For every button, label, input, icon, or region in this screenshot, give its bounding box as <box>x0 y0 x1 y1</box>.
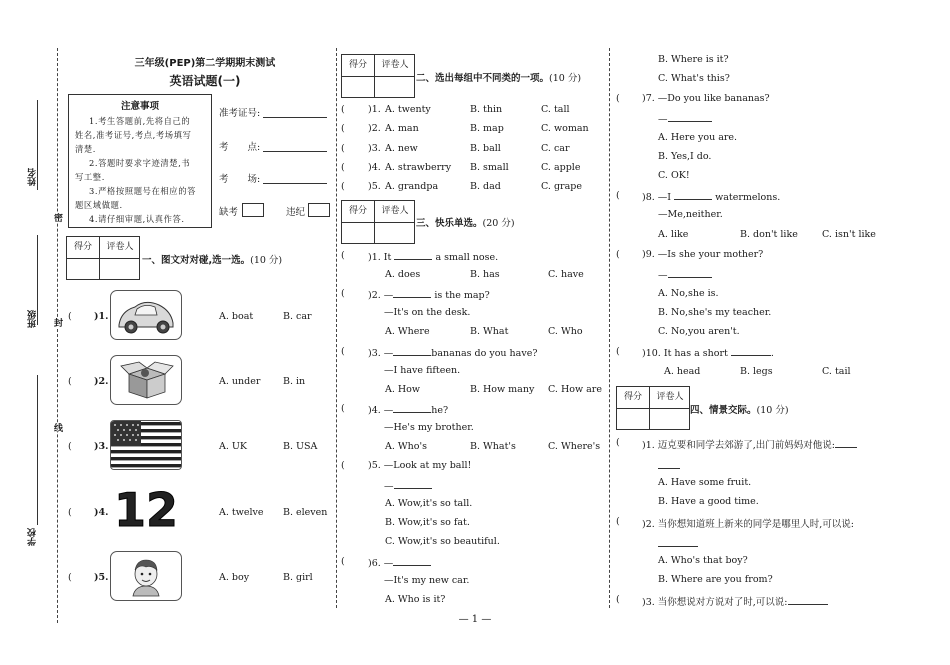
exam-title: 英语试题(一) <box>169 74 241 88</box>
question-stem: )5. —Look at my ball! <box>368 460 472 471</box>
score-box-4 <box>616 386 690 430</box>
exam-number-label: 准考证号: <box>219 108 261 119</box>
option-c: C. have <box>548 269 584 280</box>
option-a: A. Who is it? <box>385 594 446 605</box>
option-c: C. tail <box>822 366 851 377</box>
answer-blank[interactable] <box>674 190 712 200</box>
grader-label: 评卷人 <box>106 242 134 252</box>
answer-blank[interactable] <box>393 288 431 298</box>
question-number: )2. <box>94 376 109 387</box>
option-b: B. thin <box>470 104 503 115</box>
option-b: B. What's <box>470 441 516 452</box>
question-stem: )1. It a small nose. <box>368 252 499 263</box>
notice-line: 1.考生答题前,先将自己的 <box>89 116 191 126</box>
answer-paren: ( <box>68 376 72 387</box>
answer-blank-continued[interactable] <box>658 468 680 469</box>
answer-paren: ( <box>68 572 72 583</box>
option-a: A. boy <box>219 572 250 583</box>
notice-line: 题区域做题. <box>75 200 123 210</box>
section-1-heading: 一、图文对对碰,选一选。(10 分) <box>142 255 283 266</box>
answer-paren: ( <box>616 249 620 260</box>
option-c: C. Who <box>548 326 583 337</box>
option-a: A. grandpa <box>385 181 439 192</box>
option-b: B. How many <box>470 384 535 395</box>
answer-paren: ( <box>341 556 345 567</box>
option-b: B. USA <box>283 441 318 452</box>
option-a: A. strawberry <box>385 162 452 173</box>
question-number: )1. <box>94 311 109 322</box>
option-b: B. car <box>283 311 312 322</box>
option-b: B. Where is it? <box>658 54 729 65</box>
question-stem: )5. <box>368 181 381 192</box>
score-box-1 <box>66 236 140 280</box>
grader-label: 评卷人 <box>381 60 409 70</box>
question-stem: )4. — he? <box>368 405 449 416</box>
notice-line: 2.答题时要求字迹清楚,书 <box>89 158 191 168</box>
option-a: A. under <box>219 376 261 387</box>
question-stem: )2. — is the map? <box>368 290 490 301</box>
question-stem: )3. 当你想说对方说对了时,可以说: <box>642 594 828 608</box>
answer-blank[interactable] <box>731 346 771 356</box>
option-c: C. car <box>541 143 570 154</box>
option-b: B. in <box>283 376 306 387</box>
option-a: A. man <box>385 123 419 134</box>
seal-char-2: 封 <box>52 318 62 327</box>
answer-paren: ( <box>341 123 345 134</box>
option-a: A. Where <box>385 326 430 337</box>
name-label: 姓名 <box>28 168 38 186</box>
column-divider-2 <box>609 48 610 608</box>
box-image <box>110 355 182 405</box>
option-c: C. Where's <box>548 441 601 452</box>
option-b: B. Yes,I do. <box>658 151 712 162</box>
score-label: 得分 <box>342 201 375 222</box>
option-c: C. How are <box>548 384 602 395</box>
option-c: C. woman <box>541 123 589 134</box>
answer-paren: ( <box>68 311 72 322</box>
option-c: C. grape <box>541 181 582 192</box>
question-reply: — <box>384 479 432 492</box>
violation-label: 违纪 <box>286 207 306 218</box>
seal-char-3: 线 <box>52 423 62 432</box>
boy-image <box>110 551 182 601</box>
answer-blank[interactable] <box>668 268 712 278</box>
option-b: B. What <box>470 326 509 337</box>
answer-paren: ( <box>616 190 620 201</box>
question-reply: — <box>658 112 712 125</box>
answer-blank[interactable] <box>394 250 432 260</box>
option-b: B. has <box>470 269 500 280</box>
question-stem: )2. <box>368 123 381 134</box>
site-label: 考 点: <box>219 142 261 153</box>
option-c: C. apple <box>541 162 581 173</box>
option-a: A. head <box>664 366 701 377</box>
option-b: B. Wow,it's so fat. <box>385 517 470 528</box>
answer-blank[interactable] <box>658 546 698 547</box>
answer-blank[interactable] <box>394 479 432 489</box>
option-a: A. How <box>385 384 421 395</box>
question-reply: —Me,neither. <box>658 209 723 220</box>
answer-blank[interactable] <box>393 556 431 566</box>
question-number: )5. <box>94 572 109 583</box>
section-4-heading: 四、情景交际。(10 分) <box>690 405 789 416</box>
option-a: A. No,she is. <box>658 288 719 299</box>
notice-line: 4.请仔细审题,认真作答. <box>89 214 185 224</box>
question-reply: — <box>658 268 712 281</box>
notice-title: 注意事项 <box>120 101 159 112</box>
option-b: B. eleven <box>283 507 328 518</box>
option-a: A. does <box>385 269 421 280</box>
question-stem: )2. 当你想知道班上新来的同学是哪里人时,可以说: <box>642 519 855 530</box>
question-stem: )1. 迈克要和同学去郊游了,出门前妈妈对他说: <box>642 437 857 451</box>
question-stem: )1. <box>368 104 381 115</box>
answer-paren: ( <box>68 507 72 518</box>
option-a: A. UK <box>219 441 248 452</box>
answer-paren: ( <box>341 143 345 154</box>
seal-line <box>57 48 58 623</box>
question-number: )3. <box>94 441 109 452</box>
option-a: A. Wow,it's so tall. <box>385 498 473 509</box>
violation-checkbox[interactable] <box>308 203 330 217</box>
site-field[interactable] <box>263 151 327 152</box>
option-b: B. Have a good time. <box>658 496 759 507</box>
score-label: 得分 <box>617 387 650 408</box>
answer-paren: ( <box>616 516 620 527</box>
question-reply: —He's my brother. <box>384 422 474 433</box>
answer-paren: ( <box>616 346 620 357</box>
notice-line: 姓名,准考证号,考点,考场填写 <box>75 130 192 140</box>
score-label: 得分 <box>67 237 100 258</box>
grader-label: 评卷人 <box>656 392 684 402</box>
answer-paren: ( <box>616 594 620 605</box>
option-a: A. Who's that boy? <box>658 555 748 566</box>
question-reply: —It's on the desk. <box>384 307 471 318</box>
grader-label: 评卷人 <box>381 206 409 216</box>
section-2-heading: 二、选出每组中不同类的一项。(10 分) <box>416 73 582 84</box>
option-b: B. No,she's my teacher. <box>658 307 772 318</box>
option-a: A. Who's <box>385 441 427 452</box>
answer-paren: ( <box>341 181 345 192</box>
room-field[interactable] <box>263 183 327 184</box>
answer-blank[interactable] <box>393 346 431 356</box>
section-3-heading: 三、快乐单选。(20 分) <box>416 218 515 229</box>
absent-label: 缺考 <box>219 207 239 218</box>
option-c: C. OK! <box>658 170 690 181</box>
option-b: B. dad <box>470 181 501 192</box>
question-stem: )9. —Is she your mother? <box>642 249 764 260</box>
notice-line: 3.严格按照题号在相应的答 <box>89 186 196 196</box>
answer-paren: ( <box>616 437 620 448</box>
answer-paren: ( <box>341 250 345 261</box>
notice-line: 清楚. <box>75 144 97 154</box>
school-label: 学校 <box>28 528 38 546</box>
option-b: B. map <box>470 123 504 134</box>
class-label: 班级 <box>28 310 38 328</box>
option-a: A. like <box>658 229 689 240</box>
option-c: C. What's this? <box>658 73 730 84</box>
seal-char-1: 密 <box>52 213 62 222</box>
option-c: C. No,you aren't. <box>658 326 740 337</box>
answer-paren: ( <box>341 104 345 115</box>
option-c: C. isn't like <box>822 229 876 240</box>
question-stem: )3. — bananas do you have? <box>368 348 538 359</box>
answer-paren: ( <box>616 93 620 104</box>
question-reply: —It's my new car. <box>384 575 470 586</box>
column-divider-1 <box>336 48 337 608</box>
option-a: A. twenty <box>385 104 431 115</box>
score-box-2 <box>341 54 415 98</box>
answer-blank[interactable] <box>393 403 431 413</box>
question-stem: )7. —Do you like bananas? <box>642 93 770 104</box>
question-number: )4. <box>94 507 109 518</box>
answer-paren: ( <box>341 403 345 414</box>
absent-checkbox[interactable] <box>242 203 264 217</box>
question-stem: )10. It has a short . <box>642 348 774 359</box>
option-b: B. don't like <box>740 229 798 240</box>
option-c: C. Wow,it's so beautiful. <box>385 536 500 547</box>
answer-blank[interactable] <box>668 112 712 122</box>
page-number: — 1 — <box>458 614 492 625</box>
option-c: C. tall <box>541 104 570 115</box>
score-box-3 <box>341 200 415 244</box>
answer-paren: ( <box>68 441 72 452</box>
option-b: B. legs <box>740 366 773 377</box>
option-a: A. Have some fruit. <box>658 477 752 488</box>
option-a: A. Here you are. <box>658 132 738 143</box>
number-12-image <box>110 485 182 535</box>
answer-blank[interactable] <box>788 595 828 605</box>
notice-box <box>68 94 212 228</box>
answer-paren: ( <box>341 288 345 299</box>
exam-header: 三年级(PEP)第二学期期末测试 <box>134 58 276 69</box>
notice-line: 写工整. <box>75 172 105 182</box>
score-label: 得分 <box>342 55 375 76</box>
question-reply: —I have fifteen. <box>384 365 461 376</box>
option-a: A. new <box>385 143 418 154</box>
answer-blank[interactable] <box>835 438 857 448</box>
option-a: A. twelve <box>219 507 264 518</box>
option-b: B. ball <box>470 143 501 154</box>
answer-paren: ( <box>341 460 345 471</box>
option-b: B. Where are you from? <box>658 574 773 585</box>
question-stem: )6. — <box>368 556 431 569</box>
question-stem: )3. <box>368 143 381 154</box>
option-b: B. small <box>470 162 509 173</box>
question-stem: )4. <box>368 162 381 173</box>
option-b: B. girl <box>283 572 313 583</box>
question-stem: )8. —I watermelons. <box>642 192 781 203</box>
room-label: 考 场: <box>219 174 261 185</box>
exam-number-field[interactable] <box>263 117 327 118</box>
number-12-text: 12 <box>113 485 178 535</box>
school-line <box>37 375 38 525</box>
option-a: A. boat <box>219 311 254 322</box>
usa-flag-image <box>110 420 182 470</box>
answer-paren: ( <box>341 346 345 357</box>
answer-paren: ( <box>341 162 345 173</box>
car-image <box>110 290 182 340</box>
